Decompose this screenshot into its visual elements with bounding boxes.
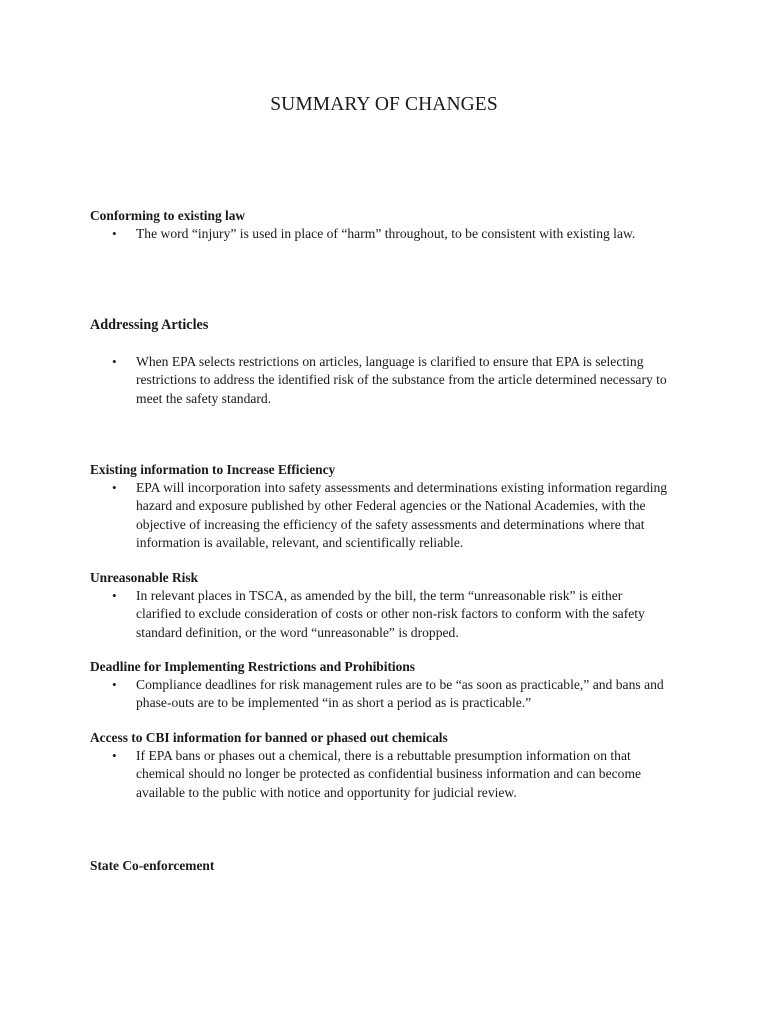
bullet-list <box>90 225 670 243</box>
section-heading: Conforming to existing law <box>90 208 246 223</box>
section-heading: Existing information to Increase Efficiency <box>90 462 336 477</box>
section-heading: Addressing Articles <box>90 317 209 333</box>
bullet-icon: • <box>112 226 117 241</box>
section-conforming-to-existing-law <box>90 207 670 243</box>
bullet-item <box>90 587 670 642</box>
section-heading: Unreasonable Risk <box>90 570 199 585</box>
bullet-list <box>90 479 670 552</box>
section-addressing-articles <box>90 316 670 408</box>
bullet-list <box>90 676 670 713</box>
bullet-text: EPA will incorporation into safety assessments and determinations existing information regarding hazard and exposure published by other Federal agencies or the National Academies, with the objective of increasing the efficiency of the safety assessments and determinations where that information is available, relevant, and scientifically reliable. <box>136 480 668 550</box>
bullet-item <box>90 676 670 713</box>
bullet-text: If EPA bans or phases out a chemical, there is a rebuttable presumption information on that chemical should no longer be protected as confidential business information and can become available to the public with notice and opportunity for judicial review. <box>136 748 642 800</box>
section-deadline-restrictions <box>90 658 670 713</box>
section-heading: Access to CBI information for banned or phased out chemicals <box>90 730 448 745</box>
section-unreasonable-risk <box>90 569 670 642</box>
bullet-text: The word “injury” is used in place of “harm” throughout, to be consistent with existing law. <box>136 226 636 241</box>
bullet-list <box>90 353 670 408</box>
section-access-to-cbi <box>90 729 670 802</box>
bullet-list <box>90 587 670 642</box>
document-title: SUMMARY OF CHANGES <box>270 94 498 115</box>
bullet-icon: • <box>112 354 117 369</box>
bullet-icon: • <box>112 677 117 692</box>
section-existing-information <box>90 461 670 552</box>
bullet-icon: • <box>112 588 117 603</box>
section-heading: State Co-enforcement <box>90 858 215 873</box>
bullet-text: When EPA selects restrictions on articles, language is clarified to ensure that EPA is selecting restrictions to address the identified risk of the substance from the article determined necessary to meet the safety standard. <box>136 354 667 406</box>
section-heading: Deadline for Implementing Restrictions and Prohibitions <box>90 659 415 674</box>
section-state-co-enforcement <box>90 857 670 875</box>
bullet-text: Compliance deadlines for risk management rules are to be “as soon as practicable,” and bans and phase-outs are to be implemented “in as short a period as is practicable.” <box>136 677 664 711</box>
bullet-item <box>90 353 670 408</box>
bullet-list <box>90 747 670 802</box>
bullet-text: In relevant places in TSCA, as amended by the bill, the term “unreasonable risk” is either clarified to exclude consideration of costs or other non-risk factors to conform with the safety standard definition, or the word “unreasonable” is dropped. <box>136 588 645 640</box>
bullet-item <box>90 479 670 552</box>
bullet-icon: • <box>112 480 117 495</box>
bullet-item <box>90 225 670 243</box>
bullet-item <box>90 747 670 802</box>
bullet-icon: • <box>112 748 117 763</box>
